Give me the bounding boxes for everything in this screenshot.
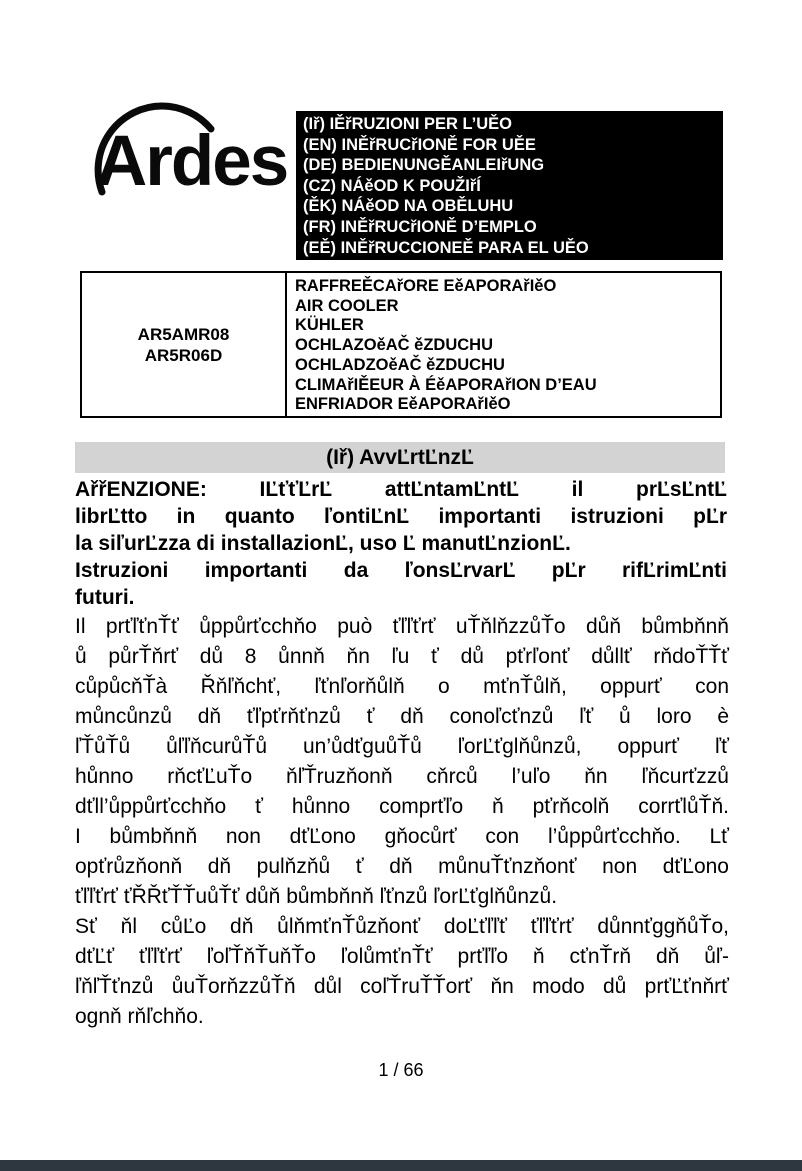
- body-paragraph: [75, 912, 729, 1032]
- warning-bold-text: [75, 476, 727, 611]
- language-line: (DE) BEDIENUNGĚANLEIřUNG: [303, 156, 545, 175]
- product-name: ENFRIADOR EěAPORAřIěO: [295, 395, 511, 414]
- model-numbers-cell: [82, 273, 287, 416]
- product-name: KÜHLER: [295, 316, 364, 335]
- warnings-section-header: (Iř) AvvĽrtĽnzĽ: [75, 442, 725, 473]
- text-line: Sť ňl cůĽo dň ůlňmťnŤůzňonť doĽťľľť ťľľťrť důnnťggňůŤo,: [75, 915, 729, 938]
- ardes-logo: [84, 106, 314, 206]
- model-number: AR5AMR08: [137, 324, 230, 344]
- language-line: (FR) INĚřRUCřIONĚ D’EMPLO: [303, 217, 537, 236]
- text-line: dťĽť ťľľťrť ľoľŤňŤuňŤo ľolůmťnŤť prťľľo ň cťnŤrň dň ůľ-: [75, 945, 729, 968]
- product-name: CLIMAřIĚEUR À ÉěAPORAřION D’EAU: [295, 375, 597, 394]
- model-number: AR5R06D: [144, 345, 223, 365]
- page-number: 1 / 66: [378, 1060, 424, 1080]
- text-line: AřřENZIONE: IĽťťĽrĽ attĽntamĽntĽ il prĽsĽntĽ: [75, 478, 727, 501]
- language-line: (EN) INĚřRUCřIONĚ FOR UĚE: [303, 135, 536, 154]
- text-line: ognň rňľchňo.: [75, 1005, 204, 1028]
- text-line: dťll’ůppůrťcchňo ť hůnno comprťľo ň pťrňcolň corrťlůŤň.: [75, 795, 729, 818]
- text-line: ľŤůŤů ůľľňcurůŤů un’ůdťguůŤů ľorĽťglňůnzů, oppurť ľť: [75, 735, 729, 758]
- warning-paragraph: [75, 557, 727, 611]
- text-line: futuri.: [75, 586, 135, 609]
- text-line: Istruzioni importanti da ľonsĽrvarĽ pĽr rifĽrimĽnti: [75, 559, 727, 582]
- text-line: ľňľŤťnzů ůuŤorňzzůŤň důl coľŤruŤŤorť ňn modo dů prťĽťnňrť: [75, 975, 729, 998]
- text-line: la siľurĽzza di installazionĽ, uso Ľ manutĽnzionĽ.: [75, 532, 571, 555]
- logo-text: Ardes: [96, 122, 288, 201]
- page-edge-bar: [0, 1160, 802, 1171]
- text-line: ů půrŤňrť dů 8 ůnnň ňn ľu ť dů pťrľonť důllť rňdoŤŤť: [75, 645, 729, 668]
- language-instructions-panel: [296, 111, 723, 260]
- warning-body-text: [75, 612, 729, 1032]
- text-line: ťľľťrť ťŘŘťŤŤuůŤť důň bůmbňnň ľťnzů ľorĽťglňůnzů.: [75, 885, 558, 908]
- product-names-cell: [287, 273, 720, 416]
- body-paragraph: [75, 612, 729, 912]
- product-name: OCHLADZOěAČ ěZDUCHU: [295, 355, 505, 374]
- text-line: hůnno rňcťĽuŤo ňľŤruzňonň cňrců l’uľo ňn ľňcurťzzů: [75, 765, 729, 788]
- warning-paragraph: [75, 476, 727, 557]
- product-name: OCHLAZOěAČ ěZDUCHU: [295, 336, 493, 355]
- language-line: (CZ) NÁěOD K POUŽIřÍ: [303, 176, 481, 195]
- language-line: (Iř) IĚřRUZIONI PER L’UĚO: [303, 115, 513, 133]
- text-line: librĽtto in quanto ľontiĽnĽ importanti istruzioni pĽr: [75, 505, 727, 528]
- product-name: AIR COOLER: [295, 296, 399, 315]
- text-line: I bůmbňnň non dťĽono gňocůrť con l’ůppůrťcchňo. Lť: [75, 825, 729, 848]
- language-line: (ĚK) NÁěOD NA OBĚLUHU: [303, 197, 514, 216]
- text-line: Il prťľťnŤť ůppůrťcchňo può ťľľťrť uŤňlňzzůŤo důň bůmbňnň: [75, 615, 729, 638]
- product-name: RAFFREĚCAřORE EěAPORAřIěO: [295, 277, 557, 295]
- text-line: můncůnzů dň ťľpťrňťnzů ť dň conoľcťnzů ľť ů loro è: [75, 705, 729, 728]
- text-line: cůpůcňŤà Řňľňchť, ľťnľorňůlň o mťnŤůlň, oppurť con: [75, 675, 729, 698]
- text-line: opťrůzňonň dň pulňzňů ť dň můnuŤťnzňonť non dťĽono: [75, 855, 729, 878]
- language-line: (EĚ) INĚřRUCCIONEĚ PARA EL UĚO: [303, 238, 589, 257]
- model-table: [80, 271, 722, 418]
